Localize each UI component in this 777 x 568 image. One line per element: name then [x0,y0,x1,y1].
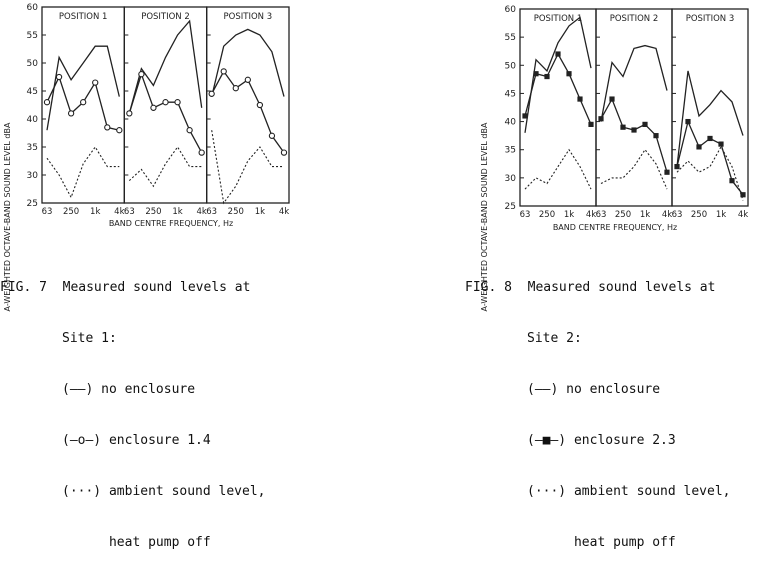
legend-dotted-line: (···) ambient sound level, [62,484,266,499]
series-square-line [677,122,743,195]
panel-position-2 [596,9,673,220]
x-tick-label: 250 [227,207,244,217]
x-tick-label: 4k [737,210,749,220]
y-tick-label: 35 [504,145,516,156]
x-axis-label: BAND CENTRE FREQUENCY, Hz [552,223,678,232]
legend-dotted-line: (···) ambient sound level, [527,484,731,499]
data-point [555,51,560,56]
x-tick-label: 63 [595,210,607,220]
y-tick-label: 25 [26,199,38,209]
data-point [544,74,549,79]
x-tick-label: 4k [661,210,673,220]
caption-line: heat pump off [527,535,676,550]
legend-square-line: (—■—) enclosure 2.3 [527,433,676,448]
panel-title: POSITION 2 [141,12,190,22]
panel-title: POSITION 3 [223,12,273,22]
panel-title: POSITION 3 [685,14,735,24]
panel-title: POSITION 1 [533,14,583,24]
y-tick-label: 50 [504,61,516,72]
panel-title: POSITION 2 [609,14,659,24]
data-point [588,122,593,127]
series-solid-line [601,46,667,122]
x-axis-label: BAND CENTRE FREQUENCY, Hz [108,219,234,228]
x-tick-label: 250 [538,210,556,220]
data-point [631,127,636,132]
y-tick-label: 60 [26,3,38,13]
panel-position-3 [672,9,749,220]
x-tick-label: 250 [62,207,80,217]
y-tick-label: 30 [26,171,38,181]
x-tick-label: 63 [206,207,218,217]
caption-line: heat pump off [62,535,211,550]
figure-number: FIG. 7 [0,280,47,295]
x-tick-label: 250 [614,210,632,220]
y-tick-label: 60 [504,5,516,15]
y-axis-label: A-WEIGHTED OCTAVE-BAND SOUND LEVEL dBA [480,122,489,312]
x-tick-label: 1k [715,210,727,220]
caption-line: Site 1: [62,331,117,346]
x-tick-label: 63 [519,210,531,220]
x-tick-label: 250 [145,207,162,217]
y-tick-label: 55 [504,33,516,44]
data-point [685,119,690,124]
legend-solid-line: (——) no enclosure [527,382,661,397]
data-point [566,71,571,76]
data-point [522,113,527,118]
y-tick-label: 30 [504,173,516,184]
y-tick-label: 35 [26,143,38,153]
y-tick-label: 25 [504,202,516,212]
x-tick-label: 4k [585,210,597,220]
x-tick-label: 4k [114,207,125,217]
series-dotted-line [677,147,743,201]
y-tick-label: 50 [26,59,38,69]
data-point [729,178,734,183]
data-point [696,144,701,149]
figure-8-caption [465,245,731,568]
x-tick-label: 1k [563,210,575,220]
data-point [609,96,614,101]
series-solid-line [677,71,743,167]
data-point [664,170,669,175]
series-dotted-line [525,150,591,189]
figure-title: Measured sound levels at [527,280,716,295]
figure-title: Measured sound levels at [62,280,251,295]
series-dotted-line [601,150,667,189]
data-point [598,116,603,121]
x-tick-label: 4k [278,207,290,217]
y-axis-label: A-WEIGHTED OCTAVE-BAND SOUND LEVEL dBA [3,122,12,312]
panel-title: POSITION 1 [58,12,108,22]
data-point [707,136,712,141]
x-tick-label: 1k [90,207,101,217]
figure-7-caption [0,245,266,568]
y-tick-label: 40 [26,115,38,125]
data-point [674,164,679,169]
x-tick-label: 4k [196,207,207,217]
caption-line: Site 2: [527,331,582,346]
legend-solid-line: (——) no enclosure [62,382,196,397]
chart-panels [520,9,749,220]
data-point [718,141,723,146]
x-tick-label: 1k [639,210,651,220]
data-point [533,71,538,76]
y-tick-label: 55 [26,31,38,41]
x-tick-label: 1k [254,207,266,217]
y-tick-label: 40 [504,117,516,128]
y-tick-label: 45 [504,89,516,100]
x-tick-label: 250 [690,210,708,220]
data-point [642,122,647,127]
x-tick-label: 63 [41,207,53,217]
y-tick-labels [505,5,517,212]
panel-position-1 [520,9,597,220]
data-point [653,133,658,138]
data-point [577,96,582,101]
data-point [620,125,625,130]
x-tick-label: 63 [671,210,683,220]
legend-circle-line: (—o—) enclosure 1.4 [62,433,211,448]
y-tick-label: 45 [26,87,38,97]
x-tick-label: 1k [172,207,183,217]
figure-number: FIG. 8 [465,280,512,295]
x-tick-label: 63 [123,207,135,217]
